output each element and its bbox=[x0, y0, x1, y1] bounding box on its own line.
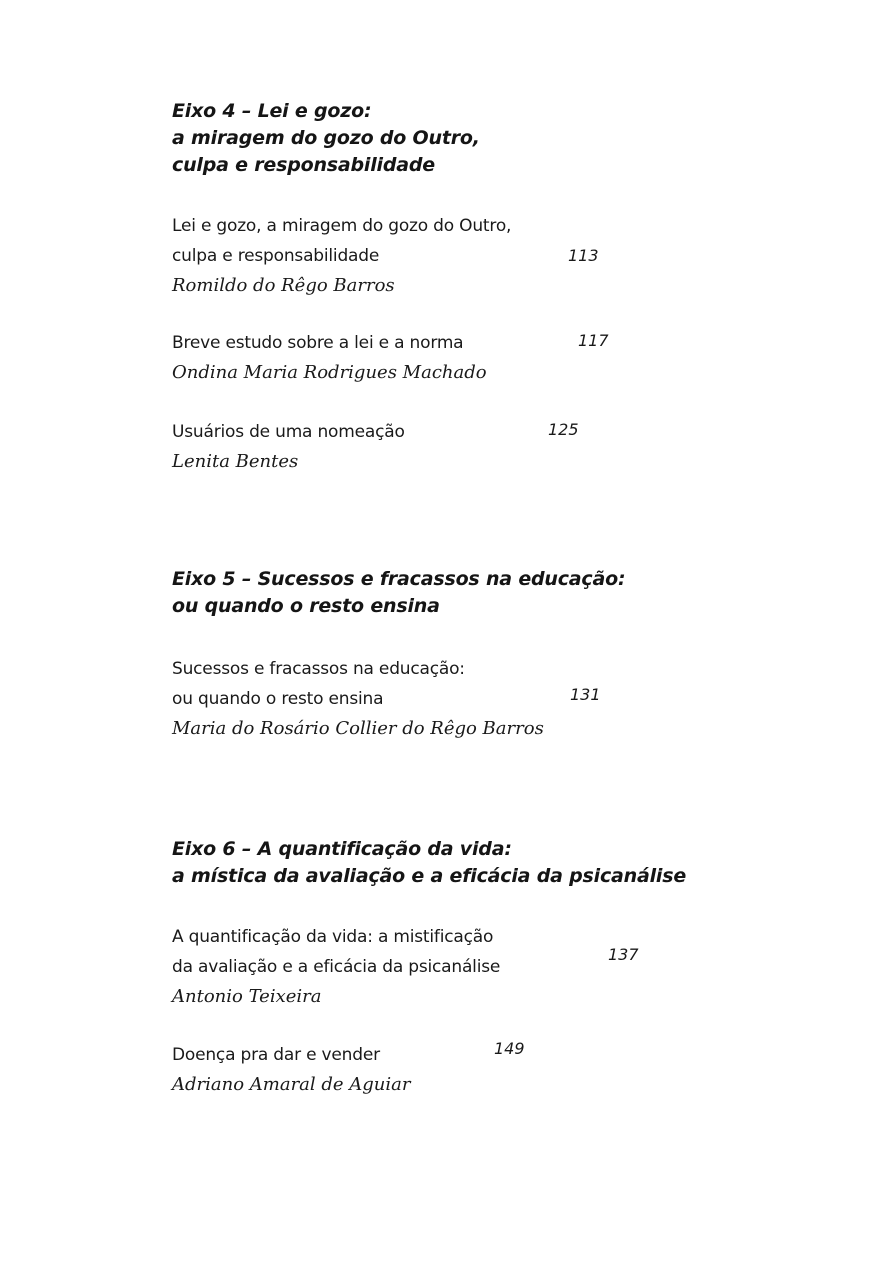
heading-line: a miragem do gozo do Outro, bbox=[172, 127, 480, 149]
entry-title: culpa e responsabilidade bbox=[172, 246, 380, 266]
toc-entry-quantificacao-da-vida[interactable] bbox=[172, 922, 642, 1012]
page-number: 149 bbox=[494, 1039, 525, 1058]
entry-author: Adriano Amaral de Aguiar bbox=[172, 1074, 411, 1095]
toc-entry-usuarios[interactable] bbox=[172, 417, 642, 477]
entry-author: Ondina Maria Rodrigues Machado bbox=[172, 362, 487, 383]
heading-line: culpa e responsabilidade bbox=[172, 154, 435, 176]
page-number: 137 bbox=[608, 945, 639, 964]
entry-author: Maria do Rosário Collier do Rêgo Barros bbox=[172, 718, 544, 739]
heading-line: Eixo 4 – Lei e gozo: bbox=[172, 100, 372, 122]
entry-title: Lei e gozo, a miragem do gozo do Outro, bbox=[172, 216, 512, 236]
toc-entry-breve-estudo[interactable] bbox=[172, 328, 642, 388]
page-number: 117 bbox=[578, 331, 609, 350]
heading-line: ou quando o resto ensina bbox=[172, 595, 440, 617]
entry-title: Doença pra dar e vender bbox=[172, 1045, 380, 1065]
entry-title: A quantificação da vida: a mistificação bbox=[172, 927, 494, 947]
page-number: 131 bbox=[570, 685, 601, 704]
toc-entry-sucessos-e-fracassos[interactable] bbox=[172, 654, 642, 744]
heading-line: a mística da avaliação e a eficácia da psicanálise bbox=[172, 865, 687, 887]
section-heading-eixo-4 bbox=[172, 98, 480, 179]
section-heading-eixo-5 bbox=[172, 566, 625, 620]
entry-title: Sucessos e fracassos na educação: bbox=[172, 659, 465, 679]
entry-title: ou quando o resto ensina bbox=[172, 689, 384, 709]
entry-author: Lenita Bentes bbox=[172, 451, 299, 472]
entry-title: Usuários de uma nomeação bbox=[172, 422, 405, 442]
section-heading-eixo-6 bbox=[172, 836, 686, 890]
page-number: 113 bbox=[568, 246, 599, 265]
entry-author: Romildo do Rêgo Barros bbox=[172, 275, 395, 296]
entry-author: Antonio Teixeira bbox=[172, 986, 322, 1007]
toc-entry-lei-e-gozo[interactable] bbox=[172, 211, 642, 301]
toc-entry-doenca-pra-dar-e-vender[interactable] bbox=[172, 1040, 642, 1100]
entry-title: da avaliação e a eficácia da psicanálise bbox=[172, 957, 501, 977]
entry-title: Breve estudo sobre a lei e a norma bbox=[172, 333, 464, 353]
page-number: 125 bbox=[548, 420, 579, 439]
heading-line: Eixo 6 – A quantificação da vida: bbox=[172, 838, 512, 860]
heading-line: Eixo 5 – Sucessos e fracassos na educação: bbox=[172, 568, 626, 590]
